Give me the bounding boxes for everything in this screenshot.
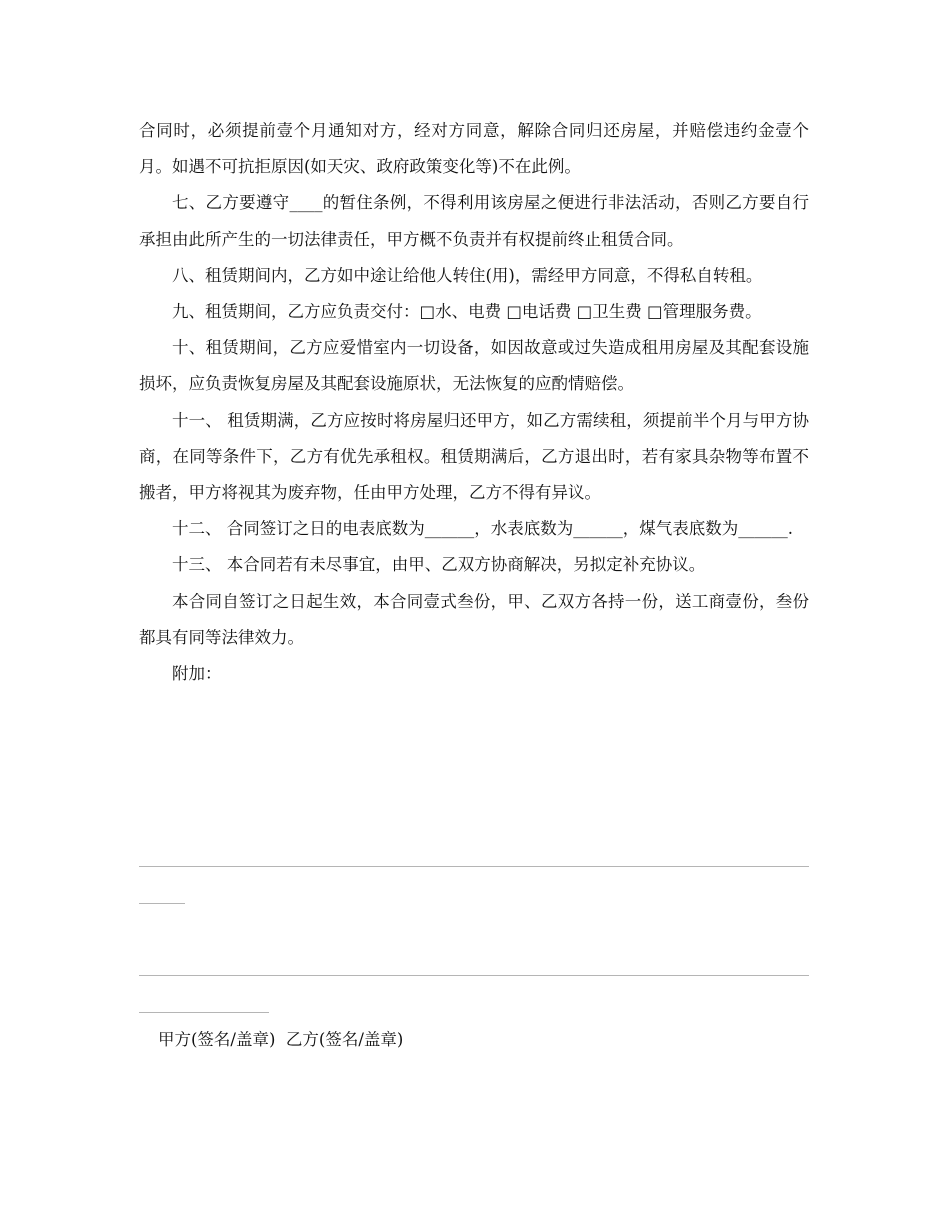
paragraph-clause-8: 八、租赁期间内，乙方如中途让给他人转住(用)，需经甲方同意，不得私自转租。 xyxy=(172,265,763,285)
paragraph-clause-9: 九、租赁期间，乙方应负责交付：□水、电费 □电话费 □卫生费 □管理服务费。 xyxy=(172,302,762,322)
signature-line: 甲方(签名/盖章) 乙方(签名/盖章) xyxy=(158,1030,404,1049)
paragraph-clause-12: 十二、 合同签订之日的电表底数为______，水表底数为______，煤气表底数为______. xyxy=(172,519,793,539)
paragraph-clause-13: 十三、 本合同若有未尽事宜，由甲、乙双方协商解决，另拟定补充协议。 xyxy=(172,555,706,575)
appendix-blank-line-1 xyxy=(139,866,809,867)
paragraph-appendix-label: 附加： xyxy=(172,664,222,684)
paragraph-termination-notice: 合同时，必须提前壹个月通知对方，经对方同意，解除合同归还房屋，并赔偿违约金壹个月。如遇不可抗拒原因(如天灾、政府政策变化等)不在此例。 xyxy=(139,121,809,177)
paragraph-clause-11: 十一、 租赁期满，乙方应按时将房屋归还甲方，如乙方需续租，须提前半个月与甲方协商，在同等条件下，乙方有优先承租权。租赁期满后，乙方退出时，若有家具杂物等布置不搬者，甲方将视其为废弃物，任由甲方处理，乙方不得有异议。 xyxy=(139,410,809,503)
appendix-blank-line-2 xyxy=(139,975,809,976)
paragraph-clause-7: 七、乙方要遵守____的暂住条例，不得利用该房屋之便进行非法活动，否则乙方要自行承担由此所产生的一切法律责任，甲方概不负责并有权提前终止租赁合同。 xyxy=(139,193,809,249)
appendix-blank-line-2-tail xyxy=(139,1012,269,1013)
contract-body xyxy=(139,113,809,692)
appendix-blank-line-1-tail xyxy=(139,903,185,904)
paragraph-effectiveness: 本合同自签订之日起生效，本合同壹式叁份，甲、乙双方各持一份，送工商壹份，叁份都具有同等法律效力。 xyxy=(139,591,809,647)
paragraph-clause-10: 十、租赁期间，乙方应爱惜室内一切设备，如因故意或过失造成租用房屋及其配套设施损坏，应负责恢复房屋及其配套设施原状，无法恢复的应酌情赔偿。 xyxy=(139,338,809,394)
